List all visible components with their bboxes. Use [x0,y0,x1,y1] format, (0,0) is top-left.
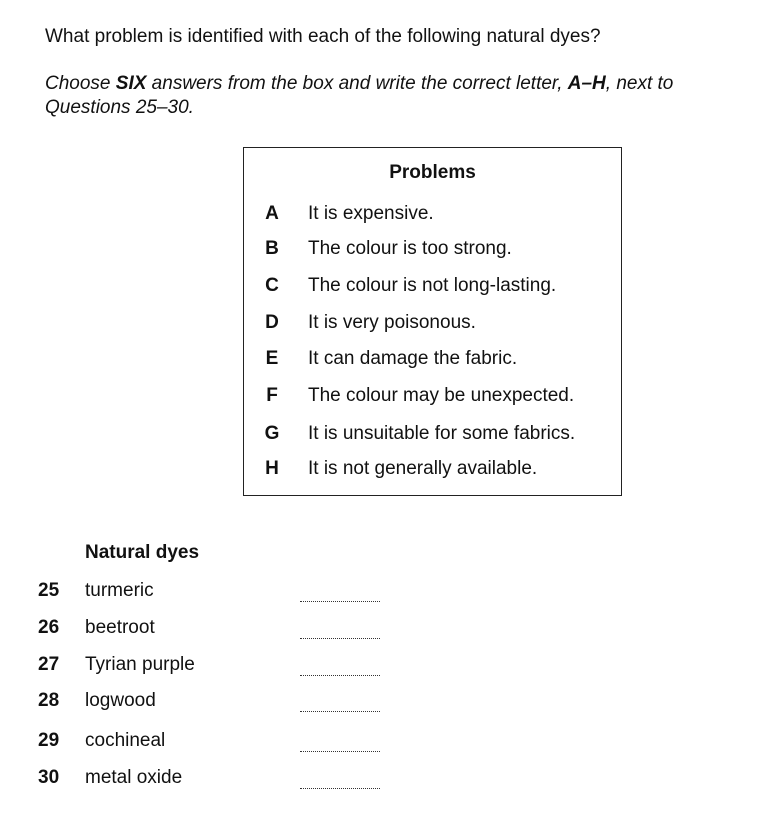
dye-name: Tyrian purple [85,654,195,675]
problem-letter: A [265,203,279,224]
instruction-bold-range: A–H [567,73,606,94]
question-number: 30 [38,767,60,788]
natural-dyes-heading: Natural dyes [85,542,200,563]
dye-name: logwood [85,690,156,711]
instruction-text [45,72,735,120]
question-row-25 [0,580,768,606]
problem-letter: D [265,312,279,333]
problem-text: It is very poisonous. [308,312,476,333]
problem-letter: F [266,385,278,406]
question-row-30 [0,767,768,793]
problems-box [243,147,622,496]
answer-blank[interactable] [300,638,380,639]
dye-name: cochineal [85,730,166,751]
answer-blank[interactable] [300,751,380,752]
problem-text: The colour is too strong. [308,238,512,259]
question-number: 28 [38,690,60,711]
instruction-part-3: , next to Questions 25–30. [45,73,674,118]
question-number: 29 [38,730,60,751]
problem-text: It is unsuitable for some fabrics. [308,423,576,444]
instruction-bold-six: SIX [115,73,147,94]
question-text: What problem is identified with each of the following natural dyes? [45,26,601,47]
instruction-part-1: Choose [45,73,116,94]
problem-text: The colour may be unexpected. [308,385,575,406]
problem-text: It is not generally available. [308,458,538,479]
answer-blank[interactable] [300,601,380,602]
problem-letter: B [265,238,279,259]
question-number: 27 [38,654,60,675]
question-row-26 [0,617,768,643]
answer-blank[interactable] [300,788,380,789]
answer-blank[interactable] [300,711,380,712]
question-number: 25 [38,580,60,601]
question-number: 26 [38,617,60,638]
problem-text: It can damage the fabric. [308,348,518,369]
problem-text: It is expensive. [308,203,434,224]
problem-letter: G [264,423,280,444]
problem-letter: H [265,458,279,479]
problem-text: The colour is not long-lasting. [308,275,557,296]
question-row-28 [0,690,768,716]
instruction-part-2: answers from the box and write the correct letter, [146,73,568,94]
question-row-27 [0,654,768,680]
answer-blank[interactable] [300,675,380,676]
dye-name: turmeric [85,580,154,601]
problem-letter: E [265,348,279,369]
question-row-29 [0,730,768,756]
problem-letter: C [265,275,279,296]
problems-box-title: Problems [389,162,476,183]
dye-name: metal oxide [85,767,183,788]
dye-name: beetroot [85,617,155,638]
